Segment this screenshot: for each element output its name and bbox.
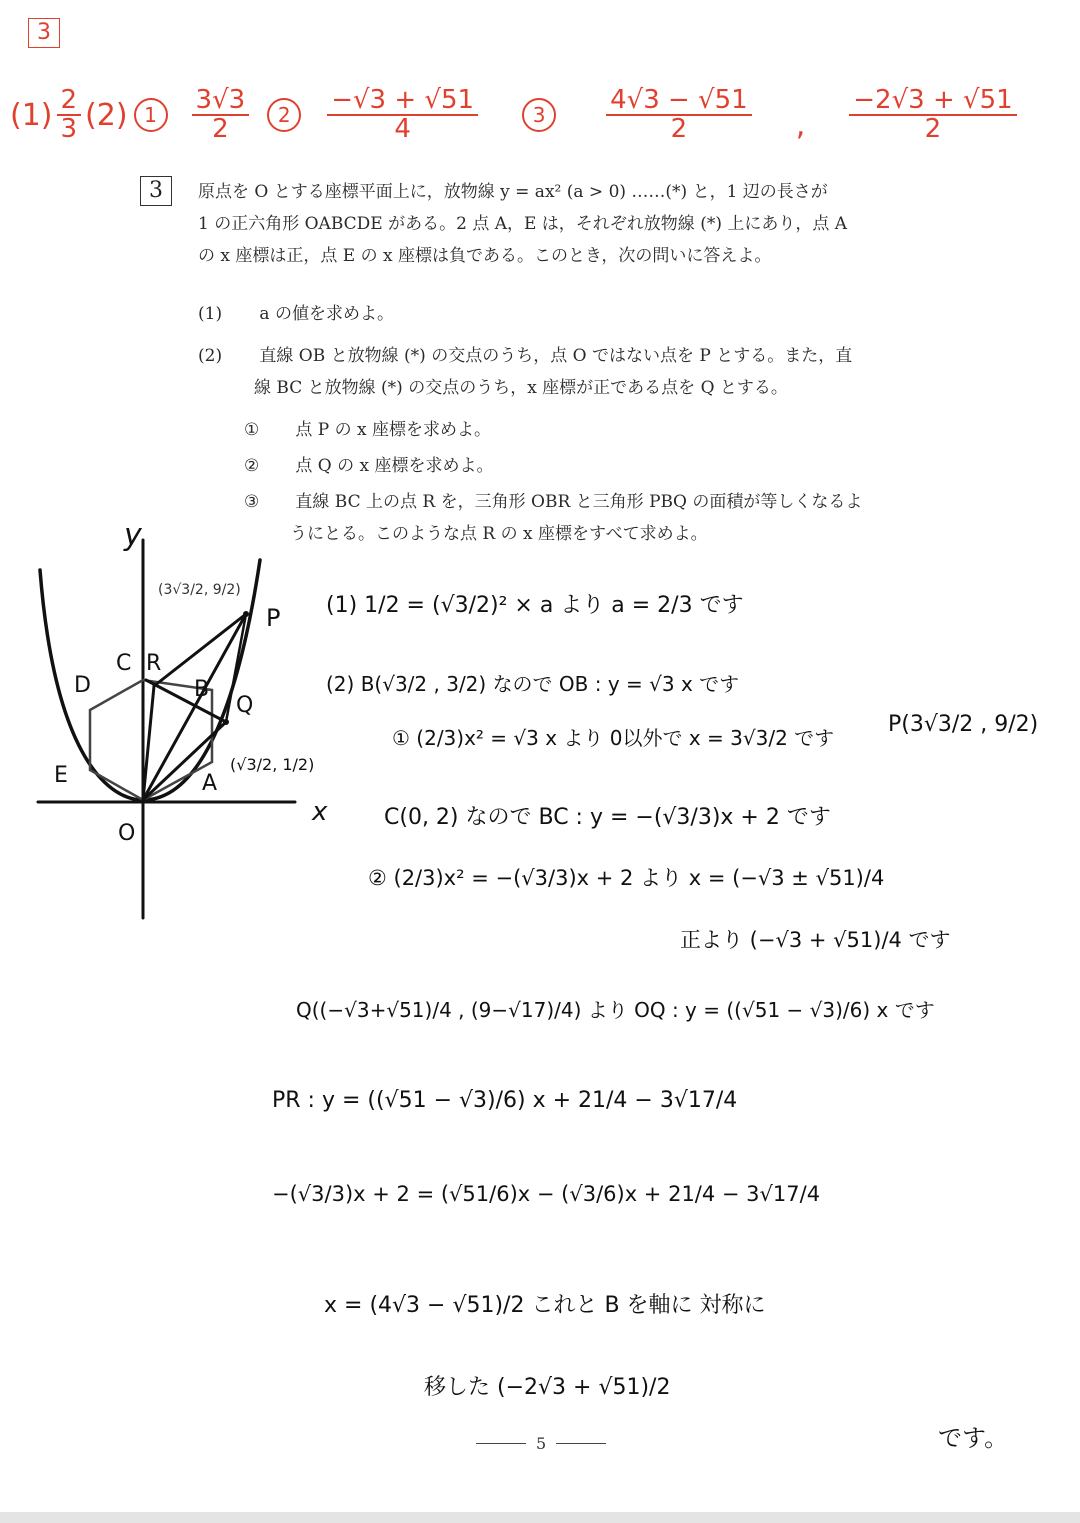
sub-1-text: 点 P の x 座標を求めよ。 — [295, 420, 492, 440]
sub-3-label: ③ — [244, 492, 260, 512]
answer-1-num: 2 — [57, 87, 82, 116]
answer-2-1-circle — [134, 98, 168, 132]
work-line-11: 移した (−2√3 + √51)/2 — [424, 1375, 671, 1400]
problem-intro — [198, 176, 918, 272]
label-d: D — [74, 673, 91, 698]
answer-2-2-circle — [267, 98, 301, 132]
question-1-text: a の値を求めよ。 — [259, 304, 394, 324]
footer-rule-right — [556, 1443, 606, 1444]
answer-2-3-label: 3 — [532, 103, 546, 127]
answer-2-3b-num: −2√3 + √51 — [849, 87, 1016, 116]
answer-2-1-den: 2 — [212, 114, 229, 144]
page-footer — [476, 1434, 606, 1453]
label-a: A — [202, 771, 218, 796]
question-2-line-2: 線 BC と放物線 (*) の交点のうち，x 座標が正である点を Q とする。 — [254, 378, 788, 398]
work-line-1: (1) 1/2 = (√3/2)² × a より a = 2/3 です — [326, 593, 744, 618]
coord-a-label: (√3/2, 1/2) — [230, 755, 315, 774]
answer-2-1-fraction — [192, 84, 250, 144]
answer-2-1-num: 3√3 — [192, 87, 250, 116]
label-e: E — [54, 763, 68, 788]
answer-2-3b-fraction — [849, 84, 1016, 144]
question-2 — [198, 340, 918, 404]
problem-number-box — [140, 176, 172, 206]
label-p: P — [266, 604, 281, 632]
answer-2-label: (2) — [85, 97, 128, 133]
sub-1-label: ① — [244, 420, 260, 440]
problem-number: 3 — [149, 178, 163, 203]
question-1-label: (1) — [198, 304, 223, 324]
answer-2-3-circle — [522, 98, 556, 132]
work-line-3: ① (2/3)x² = √3 x より 0以外で x = 3√3/2 です — [392, 726, 835, 750]
work-line-4: C(0, 2) なので BC : y = −(√3/3)x + 2 です — [384, 805, 831, 830]
bottom-edge-strip — [0, 1512, 1080, 1523]
work-line-6: 正より (−√3 + √51)/4 です — [680, 928, 951, 952]
work-line-5: ② (2/3)x² = −(√3/3)x + 2 より x = (−√3 ± √51)/4 — [368, 866, 885, 890]
label-origin: O — [118, 821, 136, 846]
label-r: R — [146, 651, 162, 676]
label-x: x — [312, 797, 328, 827]
label-q: Q — [236, 693, 254, 718]
answer-2-2-fraction — [327, 84, 478, 144]
answer-box-label: 3 — [37, 20, 51, 45]
intro-line-1: 原点を O とする座標平面上に，放物線 y = ax² (a > 0) ……(*) と，1 辺の長さが — [198, 182, 828, 202]
answer-2-3b-den: 2 — [924, 114, 942, 144]
answer-1-label: (1) — [10, 97, 53, 133]
answer-1-fraction — [57, 84, 82, 144]
parabola-hexagon-figure — [0, 500, 328, 930]
answer-separator: , — [795, 107, 806, 143]
work-line-9: −(√3/3)x + 2 = (√51/6)x − (√3/6)x + 21/4 − 3√17/4 — [272, 1182, 821, 1206]
answer-2-3a-den: 2 — [670, 114, 688, 144]
question-2-label: (2) — [198, 346, 223, 366]
sub-2-text: 点 Q の x 座標を求めよ。 — [295, 456, 494, 476]
answer-1-den: 3 — [60, 114, 78, 144]
work-line-7: Q((−√3+√51)/4 , (9−√17)/4) より OQ : y = ((√51 − √3)/6) x です — [296, 998, 935, 1022]
intro-line-2: 1 の正六角形 OABCDE がある。2 点 A，E は，それぞれ放物線 (*) 上にあり，点 A — [198, 214, 848, 234]
page-number: 5 — [536, 1434, 547, 1453]
sub-2-label: ② — [244, 456, 260, 476]
answer-2-2-num: −√3 + √51 — [327, 87, 478, 116]
question-2-line-1: 直線 OB と放物線 (*) の交点のうち，点 O ではない点を P とする。また，直 — [259, 346, 853, 366]
point-p-marker — [243, 611, 249, 617]
label-b: B — [194, 677, 210, 702]
answer-2-3a-num: 4√3 − √51 — [606, 87, 752, 116]
point-q-marker — [223, 719, 229, 725]
answer-2-2-den: 4 — [394, 114, 411, 144]
question-1 — [198, 298, 394, 330]
work-line-2: (2) B(√3/2 , 3/2) なので OB : y = √3 x です — [326, 672, 740, 696]
answer-box-number — [28, 18, 60, 48]
work-p-coordinate: P(3√3/2 , 9/2) — [888, 712, 1039, 737]
answer-2-3a-fraction — [606, 84, 752, 144]
subquestions — [244, 414, 924, 550]
footer-rule-left — [476, 1443, 526, 1444]
work-line-10: x = (4√3 − √51)/2 これと B を軸に 対称に — [324, 1293, 766, 1318]
answer-2-2-label: 2 — [277, 103, 291, 127]
sub-3-line-1: 直線 BC 上の点 R を，三角形 OBR と三角形 PBQ の面積が等しくなるよ — [295, 492, 863, 512]
work-line-8: PR : y = ((√51 − √3)/6) x + 21/4 − 3√17/4 — [272, 1088, 738, 1113]
line-pr — [154, 614, 246, 686]
work-line-12: です。 — [938, 1424, 1009, 1452]
label-y: y — [124, 518, 142, 553]
label-c: C — [116, 651, 132, 676]
answer-2-1-label: 1 — [144, 103, 157, 127]
sub-3-line-2: うにとる。このような点 R の x 座標をすべて求めよ。 — [290, 524, 708, 544]
coord-p-label: (3√3/2, 9/2) — [158, 582, 241, 598]
intro-line-3: の x 座標は正，点 E の x 座標は負である。このとき，次の問いに答えよ。 — [198, 246, 772, 266]
answers-row — [10, 70, 1021, 160]
